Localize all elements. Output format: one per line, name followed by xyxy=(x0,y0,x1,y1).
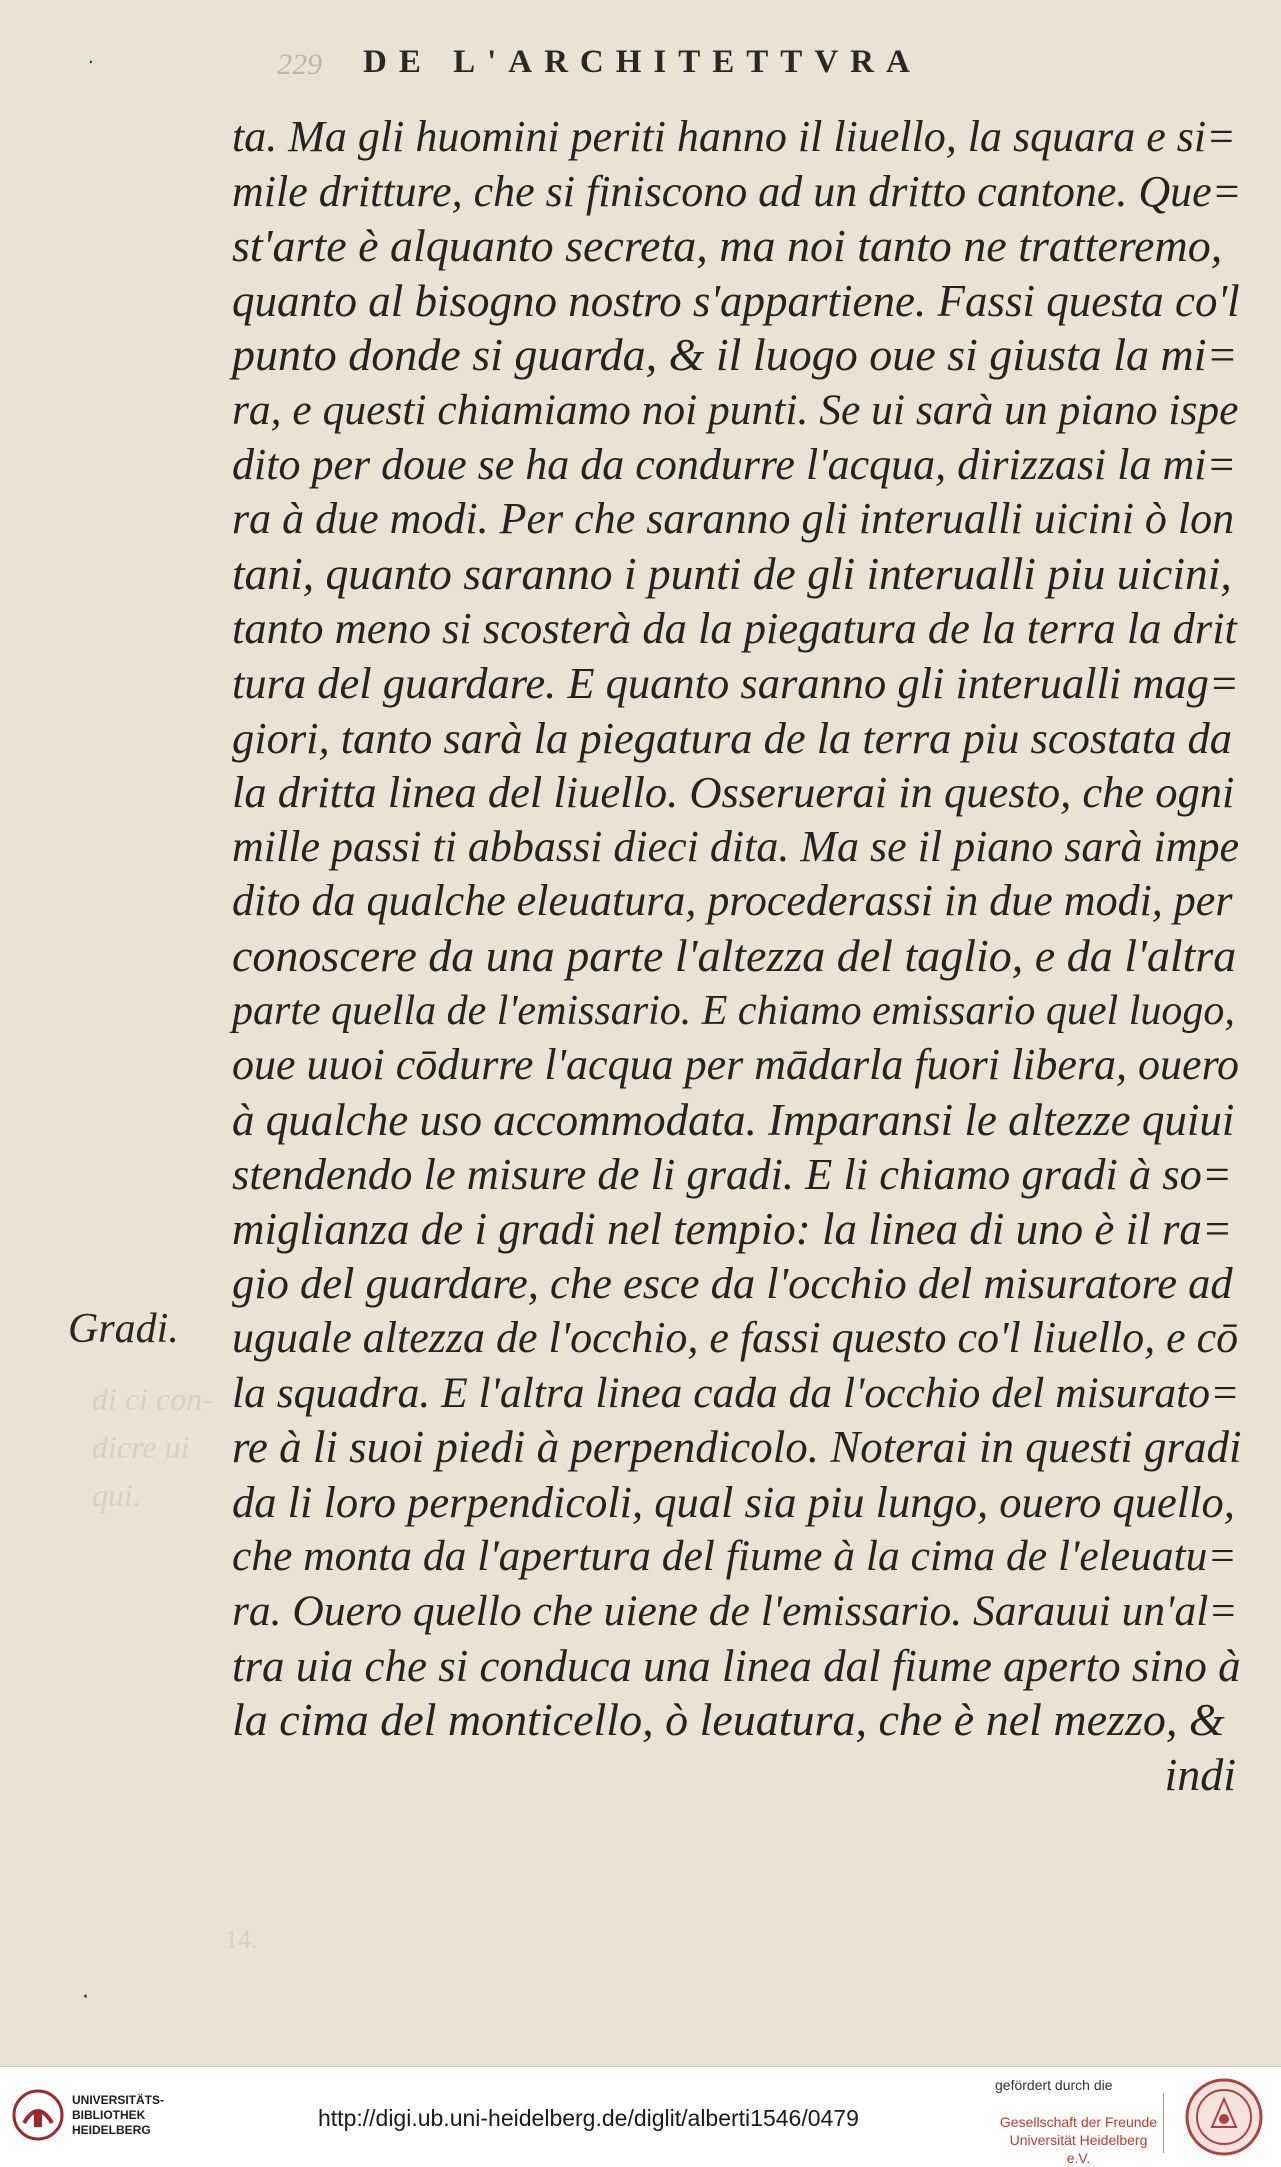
text-line: da li loro perpendicoli, qual sia piu lungo, ouero quello, xyxy=(232,1476,1235,1527)
text-line: la squadra. E l'altra linea cada da l'occhio del misurato= xyxy=(232,1368,1240,1417)
text-line: tani, quanto saranno i punti de gli interualli piu uicini, xyxy=(232,547,1232,599)
margin-mark: · xyxy=(88,52,94,73)
text-line: re à li suoi piedi à perpendicolo. Noterai in questi gradi xyxy=(232,1422,1242,1473)
text-line: gio del guardare, che esce da l'occhio del misuratore ad xyxy=(232,1258,1233,1309)
sponsor-name: Gesellschaft der Freunde Universität Heidelberg e.V. xyxy=(999,2114,1158,2166)
body-text xyxy=(232,110,1242,1802)
text-line: conoscere da una parte l'altezza del taglio, e da l'altra xyxy=(232,929,1237,981)
text-line: à qualche uso accommodata. Imparansi le altezze quiui xyxy=(232,1094,1235,1145)
text-line: ra à due modi. Per che saranno gli interualli uicini ò lon xyxy=(232,494,1235,544)
text-line: dito per doue se ha da condurre l'acqua, dirizzasi la mi= xyxy=(232,439,1237,489)
text-line: tanto meno si scosterà da la piegatura de la terra la drit xyxy=(232,603,1237,654)
library-name: UNIVERSITÄTS- BIBLIOTHEK HEIDELBERG xyxy=(72,2093,165,2137)
page-number: 229 xyxy=(277,48,322,81)
text-line: mille passi ti abbassi dieci dita. Ma se il piano sarà impe xyxy=(232,821,1240,871)
footer-bar xyxy=(0,2066,1281,2166)
text-line: stendendo le misure de li gradi. E li chiamo gradi à so= xyxy=(232,1149,1232,1200)
text-line: st'arte è alquanto secreta, ma noi tanto ne tratteremo, xyxy=(232,220,1223,272)
marginal-note: Gradi. xyxy=(68,1306,179,1352)
text-line: la dritta linea del liuello. Osseruerai in questo, che ogni xyxy=(232,767,1235,818)
text-line: oue uuoi cōdurre l'acqua per mādarla fuori libera, ouero xyxy=(232,1040,1240,1090)
text-line: tura del guardare. E quanto saranno gli interualli mag= xyxy=(232,657,1239,708)
text-line: tra uia che si conduca una linea dal fiume aperto sino à xyxy=(232,1640,1241,1691)
text-line: parte quella de l'emissario. E chiamo emissario quel luogo, xyxy=(232,987,1235,1034)
bleed-through-text xyxy=(92,1375,213,1519)
text-line: ra, e questi chiamiamo noi punti. Se ui sarà un piano ispe xyxy=(232,385,1239,434)
university-seal-icon xyxy=(1184,2077,1264,2157)
library-logo-icon xyxy=(12,2089,64,2141)
catchword: indi xyxy=(1164,1748,1236,1800)
text-line: quanto al bisogno nostro s'appartiene. Fassi questa co'l xyxy=(232,275,1240,326)
text-line: punto donde si guarda, & il luogo oue si giusta la mi= xyxy=(232,329,1238,381)
text-line: giori, tanto sarà la piegatura de la terra piu scostata da xyxy=(232,712,1233,763)
text-line: ta. Ma gli huomini periti hanno il liuello, la squara e si= xyxy=(232,112,1236,161)
permalink-url[interactable]: http://digi.ub.uni-heidelberg.de/diglit/alberti1546/0479 xyxy=(318,2105,859,2131)
running-header: DE L'ARCHITETTVRA xyxy=(363,44,922,80)
margin-mark: · xyxy=(82,1985,89,2010)
text-line: ra. Ouero quello che uiene de l'emissario. Sarauui un'al= xyxy=(232,1587,1238,1636)
text-line: miglianza de i gradi nel tempio: la linea di uno è il ra= xyxy=(232,1203,1233,1254)
text-line: dito da qualche eleuatura, procederassi in due modi, per xyxy=(232,876,1233,926)
bleed-line: qui. xyxy=(92,1477,141,1513)
text-line: uguale altezza de l'occhio, e fassi questo co'l liuello, e cō xyxy=(232,1313,1239,1363)
bleed-line: dicre ui xyxy=(92,1429,190,1465)
footer-divider xyxy=(1163,2093,1164,2153)
text-line: la cima del monticello, ò leuatura, che è nel mezzo, & xyxy=(232,1694,1225,1746)
bleed-line: di ci con- xyxy=(92,1381,213,1417)
bleed-through-number: 14. xyxy=(225,1925,258,1954)
sponsor-label: gefördert durch die xyxy=(995,2077,1113,2093)
text-line: mile dritture, che si finiscono ad un dritto cantone. Que= xyxy=(232,166,1242,216)
text-line: che monta da l'apertura del fiume à la cima de l'eleuatu= xyxy=(232,1532,1237,1581)
